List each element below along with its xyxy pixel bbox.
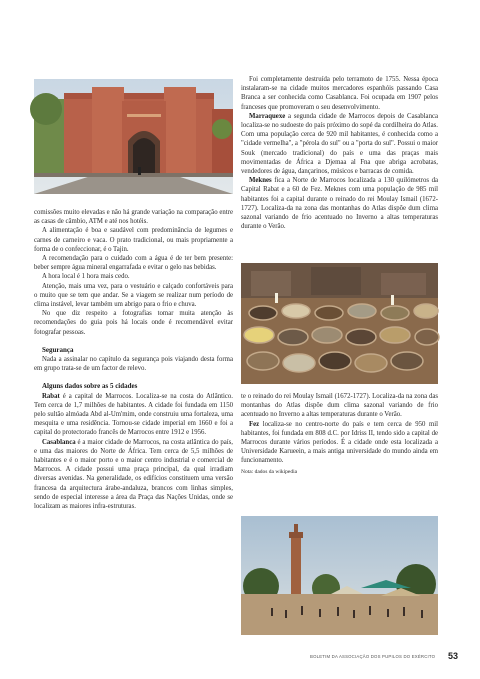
marrakech-paragraph [241,112,438,176]
city-name: Meknes [249,177,272,185]
city-name: Rabat [42,392,60,400]
city-text: fica a Norte de Marrocos localizada a 130 quilómetros da Capital Rabat e a 60 de Fez. Meknes com uma população de 985 mil habitantes foi a capital durante o reinado do rei Moulay Ismail (1672-1727). Localiza-da na zona das montanhas do Atlas dispõe dum clima sazonal variando de frio acentuado no Inverno a altas temperaturas durante o Verão. [241,177,439,231]
meknes-paragraph [241,176,439,231]
city-text: localiza-se no centro-norte do país e tem cerca de 950 mil habitantes, foi fundada em 808 d.C. por Idriss II, tendo sido a capital de Marrocos durante vários períodos. É a cidade onde esta localizada a Universidade Karueein, a mais antiga universidade do mundo ainda em funcionamento. [241,420,439,465]
text-paragraph: A hora local é 1 hora mais cedo. [42,273,130,281]
city-name: Fez [249,420,260,428]
city-text: a segunda cidade de Marrocos depois de Casablanca localiza-se no sudoeste do país próximo do sopé da cordilheira do Atlas. Com uma população cerca de 920 mil habitantes, é conhecida como a "cidade vermelha", a "pérola do sul" ou a "porta do sul". Possui o maior Souk (mercado tradicional) do país e uma das praças mais movimentadas de África a Djemaa al Fna que abriga acrobatas, vendedores de água, dançarinos, músicos e barracas de comida. [241,112,438,176]
fez-paragraph [241,420,438,466]
meknes-continuation: te o reinado do rei Moulay Ismail (1672-1727). Localiza-da na zona das montanhas do Atlas dispõe dum clima sazonal variando de frio acentuado no Inverno a altas temperaturas durante o Verão. [241,393,438,419]
section-heading: Alguns dados sobre as 5 cidades [42,382,138,391]
city-text: é a maior cidade de Marrocos, na costa atlântica do país, e uma das maiores do Norte de África. Tem cerca de 5,5 milhões de habitantes e é o maior porto e o maior centro industrial e comercial de Marrocos. A cidade possui uma praça principal, da qual irradiam diversas avenidas. Na generalidade, os edifícios constituem uma versão francesa da arquitectura árabe-andaluza, brancos com linhas simples, sendo de especial interesse a área da Praça das Nações Unidas, onde se localizam as maiores infra-estruturas. [34,438,233,511]
text-paragraph: Foi completamente destruída pelo terramoto de 1755. Nessa época instalaram-se na cidade muitos mercadores espanhóis passando Casa Branca a ser conhecida como Casablanca. Foi ocupada em 1907 pelos franceses que promoveram o seu desenvolvimento. [241,76,438,111]
page-footer [310,651,458,663]
city-name: Casablanca [42,438,76,446]
right-column-bottom [241,392,438,477]
tannery-photo [241,263,438,384]
footer-publication: BOLETIM DA ASSOCIAÇÃO DOS PUPILOS DO EXÉRCITO [310,654,436,659]
left-column [34,208,233,511]
city-name: Marraquexe [249,112,286,120]
text-paragraph: Atenção, mais uma vez, para o vestuário e calçado confortáveis para o muito que se tem que andar. Se a viagem se realizar num período de clima instável, levar também um abrigo para o frio e chuva. [34,282,233,309]
text-paragraph: No que diz respeito a fotografias tomar muita atenção às recomendações do guia pois há locais onde é recomendável evitar fotografar pessoas. [34,310,233,336]
square-minaret-photo [241,516,438,635]
city-text: é a capital de Marrocos. Localiza-se na costa do Atlântico. Tem cerca de 1,7 milhões de habitantes. A cidade foi fundada em 1150 pelo sultão almóada Abd al-Um'mim, onde construiu uma fortaleza, uma mesquita e uma residência. Tornou-se cidade imperial em 1660 e foi a capital do protectorado francês de Marrocos entre 1912 e 1956. [34,392,233,437]
rabat-paragraph [34,392,233,438]
page-number: 53 [447,651,458,661]
casablanca-paragraph [34,438,233,512]
source-note: Nota: dados da wikipedia [241,468,298,475]
section-heading: Segurança [42,345,74,354]
right-column-top [241,75,439,231]
text-paragraph: A alimentação é boa e saudável com predominância de legumes e carnes de carneiro e vaca. O prato tradicional, ou mais propriamente a forma de o confeccionar, é o Tajin. [34,227,233,253]
text-paragraph: A recomendação para o cuidado com a água é de ter bem presente: beber sempre água mineral engarrafada e evitar o gelo nas bebidas. [34,255,233,272]
text-paragraph: Nada a assinalar no capítulo da segurança pois viajando desta forma em grupo trata-se de um factor de relevo. [34,356,233,373]
city-gate-photo [34,79,233,194]
text-paragraph: comissões muito elevadas e não há grande variação na comparação entre as casas de câmbio, ATM e até nos hotéis. [34,209,233,226]
